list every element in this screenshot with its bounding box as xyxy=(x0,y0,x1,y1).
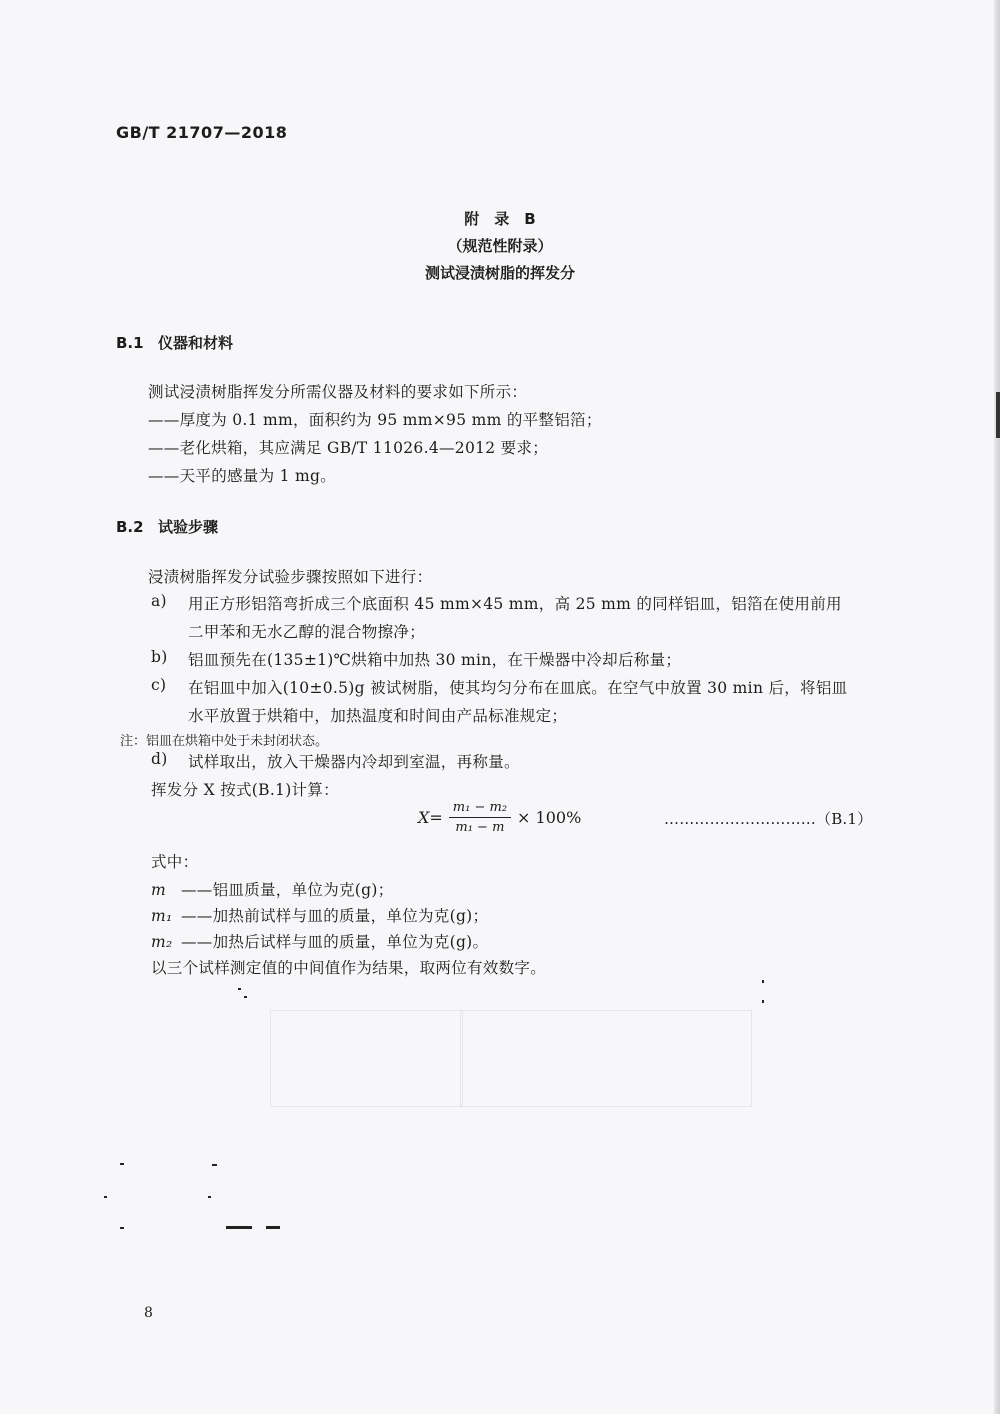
step-b-label: b) xyxy=(151,648,168,666)
scan-speck xyxy=(212,1164,217,1166)
formula-equals: = xyxy=(429,808,443,827)
section-b1-intro: 测试浸渍树脂挥发分所需仪器及材料的要求如下所示： xyxy=(148,383,528,401)
page-edge-mark xyxy=(996,392,1000,438)
section-number: B.1 xyxy=(116,334,144,352)
scan-speck xyxy=(208,1196,211,1198)
step-c-text-cont: 水平放置于烘箱中，加热温度和时间由产品标准规定； xyxy=(188,707,568,725)
section-b2-heading xyxy=(116,516,218,537)
variable-row xyxy=(151,930,488,952)
calculation-intro: 挥发分 X 按式(B.1)计算： xyxy=(151,781,339,799)
formula-multiplier: × 100% xyxy=(517,808,582,827)
variable-row xyxy=(151,904,488,926)
appendix-name: 测试浸渍树脂的挥发分 xyxy=(424,264,575,282)
section-title: 试验步骤 xyxy=(158,518,219,536)
step-d-label: d) xyxy=(151,750,168,768)
section-b2-intro: 浸渍树脂挥发分试验步骤按照如下进行： xyxy=(148,568,433,586)
list-item: ——天平的感量为 1 mg。 xyxy=(148,467,337,485)
formula-fraction xyxy=(449,800,511,835)
section-title: 仪器和材料 xyxy=(158,334,234,352)
scan-speck xyxy=(104,1196,107,1198)
note: 注：铝皿在烘箱中处于未封闭状态。 xyxy=(120,734,329,749)
step-a-text: 用正方形铝箔弯折成三个底面积 45 mm×45 mm，高 25 mm 的同样铝皿，铝箔在使用前用 xyxy=(188,595,842,613)
variable-desc: ——铝皿质量，单位为克(g)； xyxy=(181,881,394,899)
formula-denominator: m₁ − m xyxy=(455,820,505,835)
step-d-text: 试样取出，放入干燥器内冷却到室温，再称量。 xyxy=(188,753,520,771)
scan-speck xyxy=(762,1000,764,1003)
scan-speck xyxy=(266,1226,280,1229)
section-number: B.2 xyxy=(116,518,144,536)
variable-row xyxy=(151,878,394,900)
formula-b1 xyxy=(418,800,581,835)
variable-desc: ——加热前试样与皿的质量，单位为克(g)； xyxy=(181,907,489,925)
scan-speck xyxy=(120,1227,124,1229)
bleed-through-artifact xyxy=(270,1010,752,1107)
where-label: 式中： xyxy=(151,853,199,871)
step-c-text: 在铝皿中加入(10±0.5)g 被试树脂，使其均匀分布在皿底。在空气中放置 30 min 后，将铝皿 xyxy=(188,679,848,697)
step-a-text-cont: 二甲苯和无水乙醇的混合物擦净； xyxy=(188,623,426,641)
formula-lhs: X xyxy=(418,808,430,827)
appendix-title: 附 录 B xyxy=(464,210,536,228)
variable-desc: ——加热后试样与皿的质量，单位为克(g)。 xyxy=(181,933,489,951)
list-item: ——老化烘箱，其应满足 GB/T 11026.4—2012 要求； xyxy=(148,439,549,457)
formula-numerator: m₁ − m₂ xyxy=(449,800,511,818)
conclusion: 以三个试样测定值的中间值作为结果，取两位有效数字。 xyxy=(151,959,547,977)
scan-speck xyxy=(762,980,764,983)
scan-speck xyxy=(120,1163,124,1165)
scan-speck xyxy=(244,996,247,998)
scan-speck xyxy=(226,1226,252,1229)
step-c-label: c) xyxy=(151,676,167,694)
formula-label: …………………………（B.1） xyxy=(664,810,873,828)
variable-symbol: m₂ xyxy=(151,933,173,951)
variable-symbol: m₁ xyxy=(151,907,173,925)
step-b-text: 铝皿预先在(135±1)℃烘箱中加热 30 min，在干燥器中冷却后称量； xyxy=(188,651,682,669)
page-number: 8 xyxy=(144,1305,153,1321)
bleed-through-artifact xyxy=(460,1010,463,1107)
scan-speck xyxy=(238,988,241,990)
step-a-label: a) xyxy=(151,592,167,610)
list-item: ——厚度为 0.1 mm，面积约为 95 mm×95 mm 的平整铝箔； xyxy=(148,411,602,429)
appendix-subtitle: （规范性附录） xyxy=(447,237,553,255)
section-b1-heading xyxy=(116,332,233,353)
variable-symbol: m xyxy=(151,881,166,899)
standard-code: GB/T 21707—2018 xyxy=(116,123,288,142)
